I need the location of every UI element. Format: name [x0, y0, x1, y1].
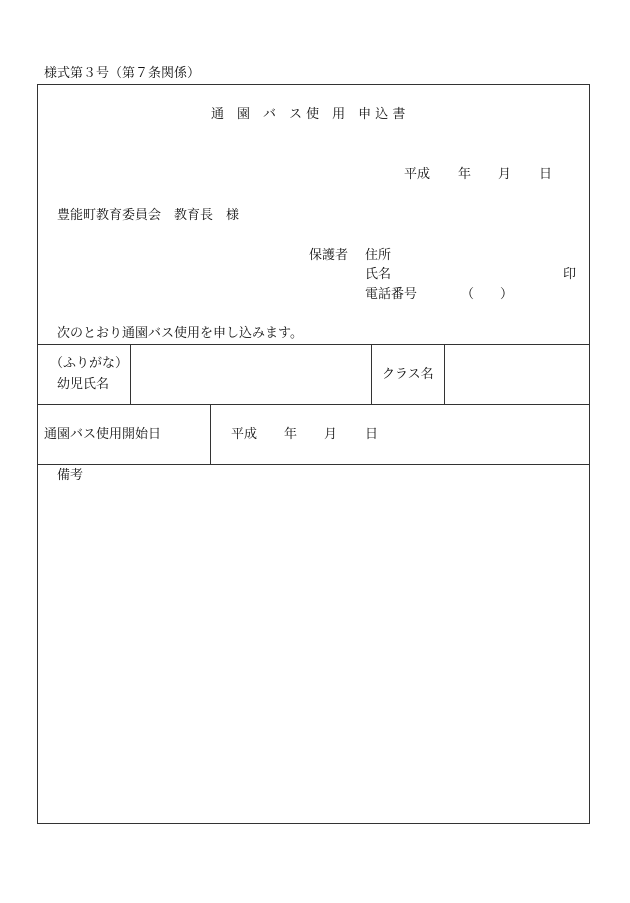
guardian-label: 保護者 — [309, 248, 349, 263]
date-day: 日 — [539, 167, 553, 182]
class-name-label: クラス名 — [382, 367, 434, 382]
class-label-divider-left — [371, 344, 372, 404]
class-label-divider-right — [444, 344, 445, 404]
guardian-phone-label: 電話番号 — [365, 287, 418, 302]
start-date-divider — [210, 404, 211, 464]
row-divider-middle — [37, 404, 590, 405]
start-date-month: 月 — [324, 427, 338, 442]
guardian-name-label: 氏名 — [365, 267, 392, 282]
addressee: 豊能町教育委員会 教育長 様 — [57, 208, 240, 223]
form-number: 様式第３号（第７条関係） — [44, 66, 201, 81]
row-divider-top — [37, 344, 590, 345]
child-name-label: 幼児氏名 — [57, 377, 110, 392]
intro-text: 次のとおり通園バス使用を申し込みます。 — [57, 326, 303, 341]
furigana-label: （ふりがな） — [50, 356, 129, 371]
form-title: 通 園 バ ス 使 用 申 込 書 — [211, 107, 406, 122]
row-divider-bottom — [37, 464, 590, 465]
start-date-label: 通園バス使用開始日 — [44, 427, 162, 442]
guardian-address-label: 住所 — [365, 248, 392, 263]
start-date-day: 日 — [365, 427, 379, 442]
remarks-label: 備考 — [57, 468, 84, 483]
start-date-era: 平成 — [231, 427, 258, 442]
seal-mark: 印 — [563, 267, 577, 282]
date-era: 平成 — [404, 167, 431, 182]
date-year: 年 — [458, 167, 472, 182]
date-month: 月 — [498, 167, 512, 182]
child-name-divider — [130, 344, 131, 404]
start-date-year: 年 — [284, 427, 298, 442]
form-frame — [37, 84, 590, 824]
guardian-phone-parens: （ ） — [461, 287, 514, 302]
